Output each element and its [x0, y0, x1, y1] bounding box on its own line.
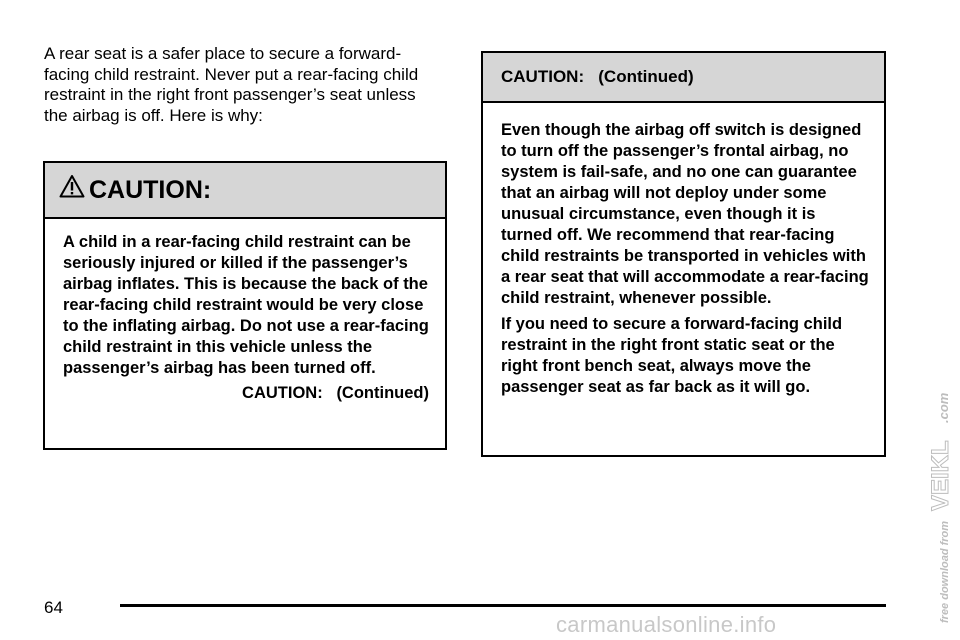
watermark-suffix: .com — [936, 392, 951, 423]
caution-continued-paragraph-2: If you need to secure a forward-facing child restraint in the right front static seat or the right front bench seat, always move the passenger seat as far back as it will go. — [501, 315, 843, 396]
caution-continued-body — [483, 103, 884, 398]
footer-divider — [120, 604, 886, 607]
watermark-prefix: free download from — [939, 520, 951, 623]
caution-text: A child in a rear-facing child restraint can be seriously injured or killed if the passenger’s airbag inflates. This is because the back of the rear-facing child restraint would be very close to the inflating airbag. Do not use a rear-facing child restraint in this vehicle unless the passenger’s airbag has been turned off. — [63, 233, 429, 377]
side-watermark — [920, 335, 960, 625]
caution-continued-label: CAUTION: (Continued) — [242, 384, 429, 402]
caution-continued-header: CAUTION: (Continued) — [483, 53, 884, 103]
caution-box — [43, 161, 447, 450]
warning-triangle-icon — [59, 174, 85, 198]
intro-paragraph: A rear seat is a safer place to secure a forward-facing child restraint. Never put a rear-facing child restraint in the right front passenger’s seat unless the airbag is off. Here is why: — [44, 44, 419, 125]
page-number: 64 — [44, 598, 63, 617]
caution-header — [45, 163, 445, 219]
caution-title: CAUTION: — [89, 175, 212, 204]
caution-continued-box — [481, 51, 886, 457]
caution-body — [45, 219, 445, 379]
caution-continued-paragraph-1: Even though the airbag off switch is designed to turn off the passenger’s frontal airbag, no system is fail-safe, and no one can guarantee that an airbag will not deploy under some unusual circumstance, even though it is turned off. We recommend that rear-facing child restraints be transported in vehicles with a rear seat that will accommodate a rear-facing child restraint, whenever possible. — [501, 121, 869, 307]
site-watermark: carmanualsonline.info — [556, 612, 777, 637]
watermark-brand: VEIKL — [927, 440, 954, 511]
